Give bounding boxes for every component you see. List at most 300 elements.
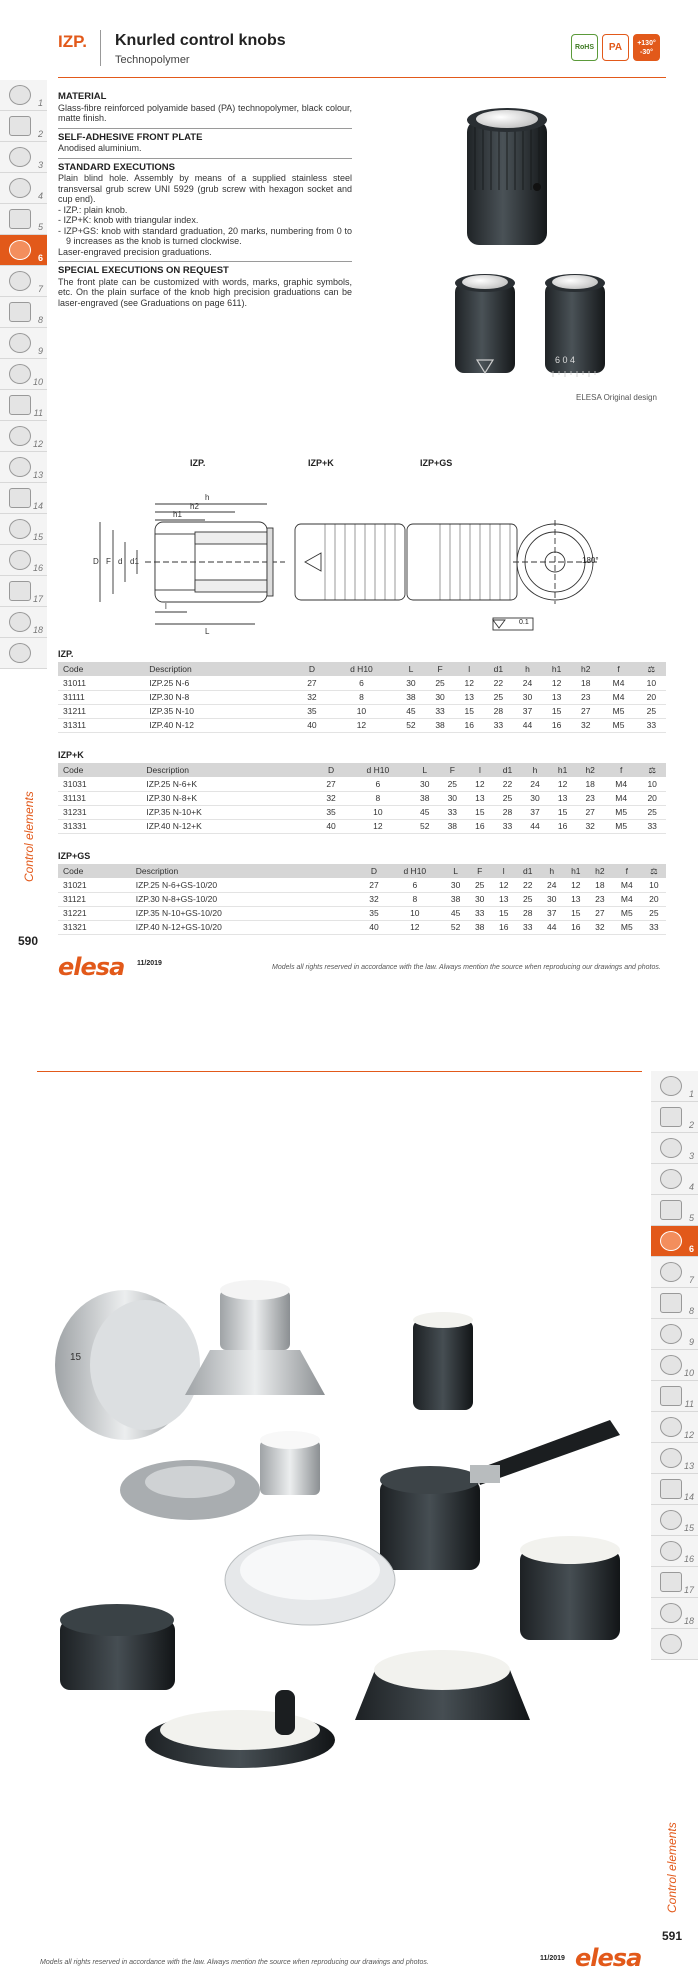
temp-low: -30° [640, 48, 653, 56]
elesa-logo: elesa [58, 953, 125, 981]
table-row [58, 906, 666, 920]
knob-category-icon [660, 1169, 682, 1189]
copyright-note: Models all rights reserved in accordance with the law. Always mention the source when reproducing our drawings and photos. [272, 964, 661, 971]
knob-category-icon [9, 426, 31, 446]
table-row [58, 805, 666, 819]
table-cell: 28 [484, 704, 513, 718]
knob-category-icon [9, 85, 31, 105]
section-tab-7[interactable] [651, 1257, 698, 1288]
column-header: h [540, 864, 564, 878]
header-divider [100, 30, 101, 66]
section-tab-number: 5 [37, 222, 43, 232]
section-tab-number: 2 [37, 129, 43, 139]
section-tab-number: 9 [688, 1337, 694, 1347]
column-header: h1 [549, 763, 577, 777]
table-cell: 35 [362, 906, 386, 920]
section-tab-18[interactable] [651, 1598, 698, 1629]
section-tab-10[interactable] [651, 1350, 698, 1381]
section-tab-11[interactable] [0, 390, 47, 421]
section-tab-15[interactable] [651, 1505, 698, 1536]
section-tab-2[interactable] [0, 111, 47, 142]
section-tab-number: 11 [684, 1399, 694, 1409]
column-header: f [612, 864, 642, 878]
table-cell: M5 [604, 819, 638, 833]
knob-category-icon [660, 1386, 682, 1406]
table-cell: 16 [542, 718, 571, 732]
table-cell: M5 [612, 906, 642, 920]
table-cell: 30 [426, 690, 455, 704]
knob-category-icon [9, 302, 31, 322]
section-tab-7[interactable] [0, 266, 47, 297]
knob-category-icon [9, 147, 31, 167]
table-cell: 38 [396, 690, 425, 704]
table-cell: 23 [588, 892, 612, 906]
table-cell: 13 [492, 892, 516, 906]
svg-text:D: D [93, 557, 99, 566]
table-row [58, 920, 666, 934]
table-cell: M4 [612, 878, 642, 892]
knob-category-icon [9, 395, 31, 415]
table-cell: 33 [642, 920, 666, 934]
small-graduated-knob-photo [413, 1312, 473, 1410]
table-cell: IZP.35 N-10+K [141, 805, 317, 819]
column-header: ⚖ [642, 864, 666, 878]
section-tab-number: 18 [683, 1616, 694, 1626]
table-cell: 52 [396, 718, 425, 732]
drawing-label-izp-gs: IZP+GS [420, 458, 453, 468]
section-tab-15[interactable] [0, 514, 47, 545]
section-tab-9[interactable] [651, 1319, 698, 1350]
table-cell: 33 [494, 819, 522, 833]
table-cell: 20 [638, 791, 666, 805]
rohs-badge [571, 34, 598, 61]
table-cell: IZP.25 N-6+GS-10/20 [131, 878, 362, 892]
svg-text:F: F [106, 557, 111, 566]
table-cell: 31131 [58, 791, 141, 805]
knob-category-icon [9, 457, 31, 477]
section-tab-8[interactable] [0, 297, 47, 328]
table-cell: 31331 [58, 819, 141, 833]
table-cell: 30 [540, 892, 564, 906]
table-cell: 33 [484, 718, 513, 732]
table-cell: 45 [411, 805, 439, 819]
column-header: Description [141, 763, 317, 777]
table-header-row [58, 763, 666, 777]
table-header-row [58, 864, 666, 878]
svg-text:d: d [118, 557, 123, 566]
table-cell: 33 [638, 819, 666, 833]
knob-category-icon [660, 1510, 682, 1530]
table-cell: IZP.30 N-8+K [141, 791, 317, 805]
table-cell: 6 [345, 777, 411, 791]
column-header: d H10 [345, 763, 411, 777]
edition-date: 11/2019 [540, 1955, 565, 1962]
table-cell: 45 [444, 906, 468, 920]
graduated-dial-photo [55, 1290, 200, 1440]
section-tab-13[interactable] [651, 1443, 698, 1474]
table-cell: M4 [612, 892, 642, 906]
column-header: D [297, 662, 326, 676]
product-code: IZP. [58, 32, 87, 51]
svg-text:L: L [205, 627, 210, 636]
table-cell: 44 [521, 819, 549, 833]
section-tab-8[interactable] [651, 1288, 698, 1319]
table-row [58, 791, 666, 805]
page2-header-rule [37, 1071, 642, 1072]
table-cell: 32 [297, 690, 326, 704]
rohs-label: RoHS [574, 44, 595, 51]
standard-executions-tail: Laser-engraved precision graduations. [58, 246, 212, 257]
table-cell: 6 [386, 878, 444, 892]
column-header: Code [58, 763, 141, 777]
page-title: Knurled control knobs [115, 32, 286, 49]
table-cell: 31221 [58, 906, 131, 920]
table-cell: M5 [612, 920, 642, 934]
column-header: d H10 [327, 662, 397, 676]
table-cell: 31231 [58, 805, 141, 819]
table-cell: 12 [327, 718, 397, 732]
table-cell: 33 [637, 718, 666, 732]
table-cell: 31121 [58, 892, 131, 906]
column-header: F [468, 864, 492, 878]
material-text: Glass-fibre reinforced polyamide based (PA) technopolymer, black colour, matte finish. [58, 102, 352, 123]
knob-category-icon [660, 1324, 682, 1344]
section-tab-number: 13 [32, 470, 43, 480]
section-tab-extra[interactable] [0, 638, 47, 669]
large-knob-photo [520, 1536, 620, 1640]
table-cell: 16 [549, 819, 577, 833]
section-tab-12[interactable] [0, 421, 47, 452]
section-tab-16[interactable] [0, 545, 47, 576]
page-number: 591 [662, 1929, 683, 1943]
temperature-badge [633, 34, 660, 61]
table-cell: 15 [466, 805, 494, 819]
table-cell: IZP.30 N-8 [144, 690, 297, 704]
column-header: d H10 [386, 864, 444, 878]
table-cell: 8 [345, 791, 411, 805]
column-header: Code [58, 864, 131, 878]
section-side-label: Control elements [22, 791, 36, 882]
table-row [58, 777, 666, 791]
section-tab-5[interactable] [0, 204, 47, 235]
grey-ring-photo [120, 1460, 260, 1520]
section-tab-4[interactable] [651, 1164, 698, 1195]
section-tab-number: 1 [688, 1089, 694, 1099]
section-tab-number: 16 [683, 1554, 694, 1564]
table-cell: 25 [637, 704, 666, 718]
knob-category-icon [9, 178, 31, 198]
table-cell: IZP.30 N-8+GS-10/20 [131, 892, 362, 906]
column-header: h2 [588, 864, 612, 878]
standard-executions-text: Plain blind hole. Assembly by means of a supplied stainless steel transversal grub screw UNI 5929 (grub screw with hexagon socket and cup end). [58, 173, 352, 204]
section-tab-9[interactable] [0, 328, 47, 359]
drawing-label-izp-k: IZP+K [308, 458, 334, 468]
table-cell: 12 [345, 819, 411, 833]
section-tab-1[interactable] [651, 1071, 698, 1102]
angle-label: 180° [582, 556, 599, 565]
photo-credit: ELESA Original design [576, 393, 657, 402]
knob-with-graduation [545, 274, 605, 377]
pa-label: PA [608, 42, 623, 53]
table-row [58, 878, 666, 892]
svg-text:d1: d1 [130, 557, 139, 566]
column-header: L [444, 864, 468, 878]
knob-category-icon [9, 519, 31, 539]
section-tab-number: 9 [37, 346, 43, 356]
section-tab-number: 5 [688, 1213, 694, 1223]
elesa-logo: elesa [575, 1944, 642, 1972]
section-tab-number: 14 [32, 501, 43, 511]
table-cell: 45 [396, 704, 425, 718]
table-cell: 31321 [58, 920, 131, 934]
table-cell: 28 [516, 906, 540, 920]
table-cell: IZP.40 N-12 [144, 718, 297, 732]
section-tab-17[interactable] [0, 576, 47, 607]
table-cell: 6 [327, 676, 397, 690]
table-cell: IZP.35 N-10+GS-10/20 [131, 906, 362, 920]
table-cell: 8 [386, 892, 444, 906]
knob-category-icon [9, 581, 31, 601]
section-tabs [651, 1071, 698, 1660]
table-cell: 15 [542, 704, 571, 718]
knob-category-icon [9, 209, 31, 229]
table-title: IZP+GS [58, 851, 91, 861]
table-cell: 38 [426, 718, 455, 732]
edition-date: 11/2019 [137, 960, 162, 967]
column-header: d1 [494, 763, 522, 777]
section-tab-number: 18 [32, 625, 43, 635]
table-row [58, 704, 666, 718]
section-tab-14[interactable] [651, 1474, 698, 1505]
execution-item: - IZP+GS: knob with standard graduation, 20 marks, numbering from 0 to 9 increases as the knob is turned clockwise. [58, 225, 352, 246]
product-description [58, 92, 352, 316]
silver-small-knob-photo [260, 1431, 320, 1495]
section-tab-16[interactable] [651, 1536, 698, 1567]
table-cell: 25 [638, 805, 666, 819]
section-tab-13[interactable] [0, 452, 47, 483]
standard-executions-section [58, 163, 352, 263]
table-cell: 25 [516, 892, 540, 906]
svg-text:h2: h2 [190, 502, 199, 511]
table-header-row [58, 662, 666, 676]
section-tab-10[interactable] [0, 359, 47, 390]
crank-handle-photo [145, 1690, 335, 1768]
column-header: l [492, 864, 516, 878]
table-body [58, 676, 666, 732]
table-cell: 32 [571, 718, 600, 732]
section-tab-5[interactable] [651, 1195, 698, 1226]
pa-badge [602, 34, 629, 61]
table-izp-k [58, 750, 666, 834]
table-cell: 33 [516, 920, 540, 934]
table-cell: 12 [466, 777, 494, 791]
section-tabs [0, 80, 47, 669]
table-cell: 27 [362, 878, 386, 892]
table-izp [58, 649, 666, 733]
table-cell: 32 [317, 791, 345, 805]
table-cell: 30 [513, 690, 542, 704]
execution-item: - IZP.: plain knob. [58, 204, 128, 215]
section-tab-3[interactable] [0, 142, 47, 173]
table-cell: 27 [576, 805, 604, 819]
material-section [58, 92, 352, 129]
table-cell: 22 [494, 777, 522, 791]
table-cell: 31311 [58, 718, 144, 732]
section-tab-number: 17 [32, 594, 43, 604]
section-tab-6[interactable] [0, 235, 47, 266]
section-tab-1[interactable] [0, 80, 47, 111]
table-cell: 30 [411, 777, 439, 791]
section-tab-number: 4 [688, 1182, 694, 1192]
section-tab-number: 10 [683, 1368, 694, 1378]
table-cell: 31111 [58, 690, 144, 704]
section-tab-4[interactable] [0, 173, 47, 204]
silver-cone-knob-photo [185, 1280, 325, 1395]
knob-category-icon [660, 1138, 682, 1158]
section-tab-6[interactable] [651, 1226, 698, 1257]
center-graduated-knob-photo [355, 1650, 530, 1720]
table-cell: 12 [386, 920, 444, 934]
section-tab-17[interactable] [651, 1567, 698, 1598]
knob-category-icon [660, 1448, 682, 1468]
knob-category-icon [9, 333, 31, 353]
column-header: Description [131, 864, 362, 878]
section-tab-number: 3 [688, 1151, 694, 1161]
table-cell: 8 [327, 690, 397, 704]
table-row [58, 690, 666, 704]
table-cell: 27 [588, 906, 612, 920]
section-tab-number: 3 [37, 160, 43, 170]
table-cell: 31031 [58, 777, 141, 791]
column-header: h [521, 763, 549, 777]
section-tab-number: 6 [37, 253, 43, 263]
table-cell: 12 [492, 878, 516, 892]
section-tab-extra[interactable] [651, 1629, 698, 1660]
table-cell: 12 [564, 878, 588, 892]
tolerance-label: 0.1 [519, 619, 529, 626]
table-cell: 25 [468, 878, 492, 892]
black-dial-photo [60, 1604, 175, 1690]
table-cell: 40 [362, 920, 386, 934]
column-header: D [362, 864, 386, 878]
knob-category-icon [660, 1293, 682, 1313]
table-cell: 10 [638, 777, 666, 791]
header-rule [58, 77, 666, 78]
standard-executions-heading: STANDARD EXECUTIONS [58, 161, 175, 173]
table-cell: 13 [466, 791, 494, 805]
column-header: h2 [576, 763, 604, 777]
table-cell: 20 [642, 892, 666, 906]
table-cell: 23 [571, 690, 600, 704]
temp-high: +130° [637, 39, 656, 47]
table-cell: 33 [439, 805, 467, 819]
section-tab-number: 4 [37, 191, 43, 201]
table-cell: M4 [604, 777, 638, 791]
section-tab-18[interactable] [0, 607, 47, 638]
table-cell: 18 [576, 777, 604, 791]
column-header: l [466, 763, 494, 777]
column-header: l [455, 662, 484, 676]
execution-item: - IZP+K: knob with triangular index. [58, 215, 199, 225]
column-header: f [600, 662, 636, 676]
large-knob [467, 108, 547, 245]
knob-category-icon [660, 1200, 682, 1220]
table-cell: 13 [564, 892, 588, 906]
table-cell: 25 [484, 690, 513, 704]
section-tab-number: 10 [32, 377, 43, 387]
knob-category-icon [660, 1076, 682, 1096]
table-cell: IZP.40 N-12+GS-10/20 [131, 920, 362, 934]
table-cell: 35 [297, 704, 326, 718]
column-header: h [513, 662, 542, 676]
column-header: h1 [542, 662, 571, 676]
table-cell: 15 [549, 805, 577, 819]
table-cell: 13 [549, 791, 577, 805]
column-header: ⚖ [637, 662, 666, 676]
section-tab-14[interactable] [0, 483, 47, 514]
table-cell: 13 [542, 690, 571, 704]
knob-category-icon [9, 364, 31, 384]
table-title: IZP+K [58, 750, 84, 760]
table-cell: 40 [297, 718, 326, 732]
table-cell: 16 [455, 718, 484, 732]
table-izp-gs [58, 851, 666, 935]
section-tab-number: 16 [32, 563, 43, 573]
column-header: f [604, 763, 638, 777]
table-cell: IZP.35 N-10 [144, 704, 297, 718]
table-cell: 30 [439, 791, 467, 805]
table-cell: 20 [637, 690, 666, 704]
section-tab-number: 8 [688, 1306, 694, 1316]
table-cell: 12 [455, 676, 484, 690]
knob-category-icon [660, 1479, 682, 1499]
table-cell: 22 [484, 676, 513, 690]
table-cell: 25 [642, 906, 666, 920]
section-tab-11[interactable] [651, 1381, 698, 1412]
column-header: h1 [564, 864, 588, 878]
front-plate-heading: SELF-ADHESIVE FRONT PLATE [58, 131, 203, 143]
table-cell: 30 [444, 878, 468, 892]
table-cell: 44 [540, 920, 564, 934]
section-tab-number: 15 [32, 532, 43, 542]
table-cell: 37 [521, 805, 549, 819]
section-tab-number: 17 [683, 1585, 694, 1595]
knob-category-icon [660, 1541, 682, 1561]
table-cell: 32 [576, 819, 604, 833]
table-cell: 28 [494, 805, 522, 819]
table-cell: 10 [642, 878, 666, 892]
table-cell: 18 [571, 676, 600, 690]
svg-text:15: 15 [70, 1352, 82, 1363]
section-tab-number: 15 [683, 1523, 694, 1533]
section-side-label: Control elements [665, 1822, 679, 1913]
column-header: Code [58, 662, 144, 676]
table-cell: M5 [600, 704, 636, 718]
copyright-note: Models all rights reserved in accordance with the law. Always mention the source when reproducing our drawings and photos. [40, 1959, 429, 1966]
svg-text:h: h [205, 493, 210, 502]
section-tab-2[interactable] [651, 1102, 698, 1133]
section-tab-12[interactable] [651, 1412, 698, 1443]
knob-category-icon [9, 116, 31, 136]
section-tab-number: 2 [688, 1120, 694, 1130]
section-tab-number: 6 [688, 1244, 694, 1254]
section-tab-3[interactable] [651, 1133, 698, 1164]
knob-category-icon [9, 612, 31, 632]
table-body [58, 777, 666, 833]
knob-category-icon [9, 240, 31, 260]
table-cell: 25 [426, 676, 455, 690]
table-cell: 44 [513, 718, 542, 732]
